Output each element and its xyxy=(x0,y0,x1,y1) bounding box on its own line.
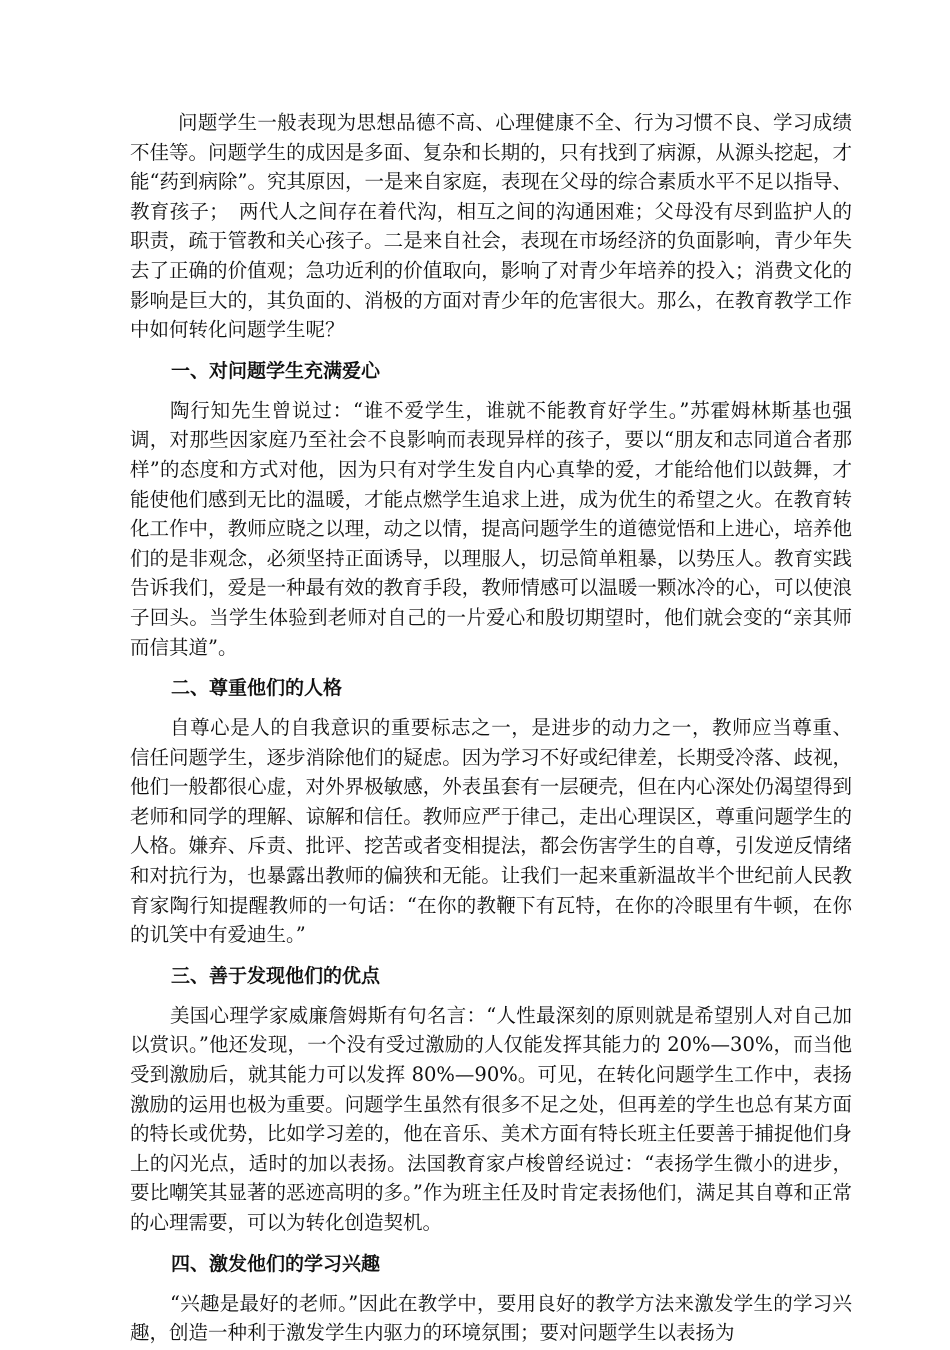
section-body-1: 陶行知先生曾说过：“谁不爱学生，谁就不能教育好学生。”苏霍姆林斯基也强调，对那些因家庭乃至社会不良影响而表现异样的孩子，要以“朋友和志同道合者那样”的态度和方式对他，因为只有对学生发自内心真挚的爱，才能给他们以鼓舞，才能使他们感到无比的温暖，才能点燃学生追求上进，成为优生的希望之火。在教育转化工作中，教师应晓之以理，动之以情，提高问题学生的道德觉悟和上进心，培养他们的是非观念，必须坚持正面诱导，以理服人，切忌简单粗暴，以势压人。教育实践告诉我们，爱是一种最有效的教育手段，教师情感可以温暖一颗冰冷的心，可以使浪子回头。当学生体验到老师对自己的一片爱心和殷切期望时，他们就会变的“亲其师而信其道”。 xyxy=(130,398,852,659)
section-body-3: 美国心理学家威廉詹姆斯有句名言：“人性最深刻的原则就是希望别人对自己加以赏识。”他还发现，一个没有受过激励的人仅能发挥其能力的 20%—30%，而当他受到激励后，就其能力可以发挥 80%—90%。可见，在转化问题学生工作中，表扬激励的运用也极为重要。问题学生虽然有很多不足之处，但再差的学生也总有某方面的特长或优势，比如学习差的，他在音乐、美术方面有特长班主任要善于捕捉他们身上的闪光点，适时的加以表扬。法国教育家卢梭曾经说过：“表扬学生微小的进步，要比嘲笑其显著的恶迹高明的多。”作为班主任及时肯定表扬他们，满足其自尊和正常的心理需要，可以为转化创造契机。 xyxy=(130,1003,852,1234)
section-heading-2: 二、尊重他们的人格 xyxy=(171,677,343,700)
section-body-2: 自尊心是人的自我意识的重要标志之一，是进步的动力之一，教师应当尊重、信任问题学生，逐步消除他们的疑虑。因为学习不好或纪律差，长期受冷落、歧视，他们一般都很心虚，对外界极敏感，外表虽套有一层硬壳，但在内心深处仍渴望得到老师和同学的理解、谅解和信任。教师应严于律己，走出心理误区，尊重问题学生的人格。嫌弃、斥责、批评、挖苦或者变相提法，都会伤害学生的自尊，引发逆反情绪和对抗行为，也暴露出教师的偏狭和无能。让我们一起来重新温故半个世纪前人民教育家陶行知提醒教师的一句话：“在你的教鞭下有瓦特，在你的冷眼里有牛顿，在你的讥笑中有爱迪生。” xyxy=(130,716,852,947)
section-heading-4: 四、激发他们的学习兴趣 xyxy=(171,1252,381,1275)
intro-paragraph: 问题学生一般表现为思想品德不高、心理健康不全、行为习惯不良、学习成绩不佳等。问题学生的成因是多面、复杂和长期的，只有找到了病源，从源头挖起，才能“药到病除”。究其原因，一是来自家庭，表现在父母的综合素质水平不足以指导、教育孩子； 两代人之间存在着代沟，相互之间的沟通困难；父母没有尽到监护人的职责，疏于管教和关心孩子。二是来自社会，表现在市场经济的负面影响，青少年失去了正确的价值观；急功近利的价值取向，影响了对青少年培养的投入；消费文化的影响是巨大的，其负面的、消极的方面对青少年的危害很大。那么，在教育教学工作中如何转化问题学生呢？ xyxy=(130,111,852,342)
section-body-4: “兴趣是最好的老师。”因此在教学中，要用良好的教学方法来激发学生的学习兴趣，创造一种利于激发学生内驱力的环境氛围；要对问题学生以表扬为 xyxy=(130,1291,852,1345)
section-heading-1: 一、对问题学生充满爱心 xyxy=(171,359,381,382)
document-page xyxy=(130,108,852,1348)
section-heading-3: 三、善于发现他们的优点 xyxy=(171,964,381,987)
